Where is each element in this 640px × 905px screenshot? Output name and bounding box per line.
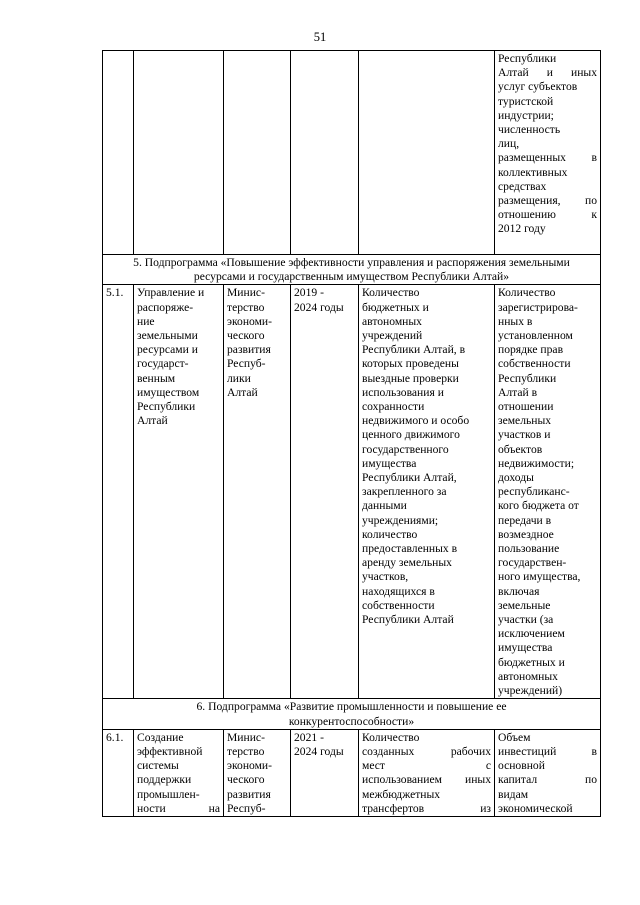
cell-line: государственного [362,442,449,456]
cell-line: участков, [362,570,409,584]
cell-line: терство [227,744,265,758]
table-row [103,285,601,699]
cell-line: Республики Алтай, [362,471,457,485]
cell-line: земельных [498,414,552,428]
cell-line: терство [227,300,265,314]
cell-line: экономи- [227,314,272,328]
section-title [103,255,601,285]
cell-line: исключением [498,627,565,641]
cell-line: Республики Алтай [362,613,454,627]
cell-line: Респуб- [227,357,266,371]
cell-line: Республики [498,371,557,385]
cell-line: Создание [137,730,184,744]
cell-line: кого бюджета от [498,499,579,513]
cell-line: учреждений [362,329,423,343]
period-cell [291,51,359,255]
cell-line: 2024 годы [294,744,344,758]
event-cell [134,285,224,699]
cell-line: экономической [498,801,573,815]
cell-line: капитал по [498,773,597,787]
cell-line: бюджетных и [498,655,565,669]
cell-line: государст- [137,357,189,371]
executor-cell [224,285,291,699]
cell-line: земельные [498,598,551,612]
cell-line: трансфертов из [362,801,491,815]
cell-line: 2012 году [498,222,546,236]
cell-line: ческого [227,773,265,787]
cell-line: индустрии; [498,108,554,122]
cell-line: 2024 годы [294,300,344,314]
indicator-cell [495,285,601,699]
page-number: 51 [313,30,327,44]
cell-line: имущества [498,641,553,655]
cell-line: ного имущества, [498,570,581,584]
cell-line: Количество [362,730,420,744]
cell-line: участки (за [498,613,554,627]
cell-line: имущества [362,456,417,470]
cell-line: межбюджетных [362,787,441,801]
cell-line: собственности [362,598,435,612]
cell-line: установленном [498,329,573,343]
indicator-cell [495,51,601,255]
cell-line: ценного движимого [362,428,460,442]
cell-line: Минис- [227,730,265,744]
table-row [103,729,601,816]
cell-line: отношению к [498,208,597,222]
cell-line: передачи в [498,513,552,527]
period-cell [291,285,359,699]
cell-line: Алтай в [498,385,538,399]
cell-line: выездные проверки [362,371,459,385]
cell-line: имуществом [137,385,200,399]
program-table [102,50,601,817]
cell-line: 5. Подпрограмма «Повышение эффективности управления и распоряжения земельными [133,256,570,269]
cell-line: системы [137,759,179,773]
section-header [103,699,601,729]
cell-line: автономных [362,314,422,328]
cell-line: использованием иных [362,773,491,787]
executor-cell [224,51,291,255]
cell-line: бюджетных и [362,300,429,314]
cell-line: услуг субъектов [498,80,578,94]
cell-line: количество [362,527,418,541]
cell-line: Объем [498,730,531,744]
cell-line: Количество [498,286,556,300]
continuation-row [103,51,601,255]
cell-line: венным [137,371,176,385]
section-header [103,255,601,285]
cell-line: находящихся в [362,584,435,598]
cell-line: данными [362,499,407,513]
cell-line: участков и [498,428,551,442]
cell-line: видам [498,787,529,801]
cell-line: Алтай [227,385,258,399]
period-cell [291,729,359,816]
row-number: 6.1. [103,729,134,816]
cell-line: доходы [498,471,534,485]
cell-line: туристской [498,94,554,108]
cell-line: созданных рабочих [362,744,491,758]
cell-line: средствах [498,179,547,193]
cell-line: которых проведены [362,357,459,371]
cell-line: развития [227,343,271,357]
cell-line: Респуб- [227,801,266,815]
result-cell [359,51,495,255]
cell-line: ресурсами и государственным имуществом Республики Алтай» [193,270,510,284]
cell-line: ческого [227,329,265,343]
cell-line: закрепленного за [362,485,447,499]
result-cell [359,729,495,816]
cell-line: лиц, [498,137,520,151]
cell-line: недвижимого и особо [362,414,470,428]
cell-line: учреждений) [498,684,563,698]
cell-line: автономных [498,669,558,683]
cell-line: размещенных в [498,151,597,165]
cell-line: недвижимости; [498,456,575,470]
cell-line: размещения, по [498,194,597,208]
cell-line: республиканс- [498,485,570,499]
cell-line: Алтай [137,414,168,428]
indicator-cell [495,729,601,816]
cell-line: собственности [498,357,571,371]
cell-line: использования и [362,385,444,399]
cell-line: ние [137,314,155,328]
cell-line: включая [498,584,540,598]
cell-line: земельными [137,329,198,343]
cell-line: мест с [362,759,491,773]
cell-line: отношении [498,400,554,414]
event-cell [134,729,224,816]
cell-line: основной [498,759,545,773]
cell-line: зарегистрирова- [498,300,578,314]
cell-line: аренду земельных [362,556,452,570]
cell-line: 2019 - [294,286,324,300]
cell-line: порядке прав [498,343,564,357]
cell-line: Алтай и иных [498,66,597,80]
cell-line: нных в [498,314,533,328]
cell-line: развития [227,787,271,801]
cell-line: коллективных [498,165,568,179]
cell-line: эффективной [137,744,203,758]
cell-line: экономи- [227,759,272,773]
cell-line: распоряже- [137,300,194,314]
cell-line: объектов [498,442,543,456]
cell-line: сохранности [362,400,425,414]
cell-line: Управление и [137,286,205,300]
cell-line: численность [498,123,561,137]
row-number: 5.1. [103,285,134,699]
result-cell [359,285,495,699]
cell-line: промышлен- [137,787,200,801]
cell-line: конкурентоспособности» [288,714,415,728]
section-title [103,699,601,729]
cell-line: 2021 - [294,730,324,744]
cell-line: инвестиций в [498,744,597,758]
cell-line: учреждениями; [362,513,439,527]
cell-line: ресурсами и [137,343,198,357]
cell-line: Минис- [227,286,265,300]
cell-line: государствен- [498,556,567,570]
cell-line: Республики Алтай, в [362,343,466,357]
cell-line: возмездное [498,527,554,541]
cell-line: Республики [137,400,196,414]
cell-line: 6. Подпрограмма «Развитие промышленности и повышение ее [196,700,507,714]
cell-line: Количество [362,286,420,300]
cell-line: пользование [498,542,560,556]
event-cell [134,51,224,255]
num-cell [103,51,134,255]
cell-line: лики [227,371,251,385]
cell-line: Республики [498,52,557,65]
executor-cell [224,729,291,816]
cell-line: предоставленных в [362,542,458,556]
cell-line: ности на [137,801,220,815]
cell-line: поддержки [137,773,192,787]
